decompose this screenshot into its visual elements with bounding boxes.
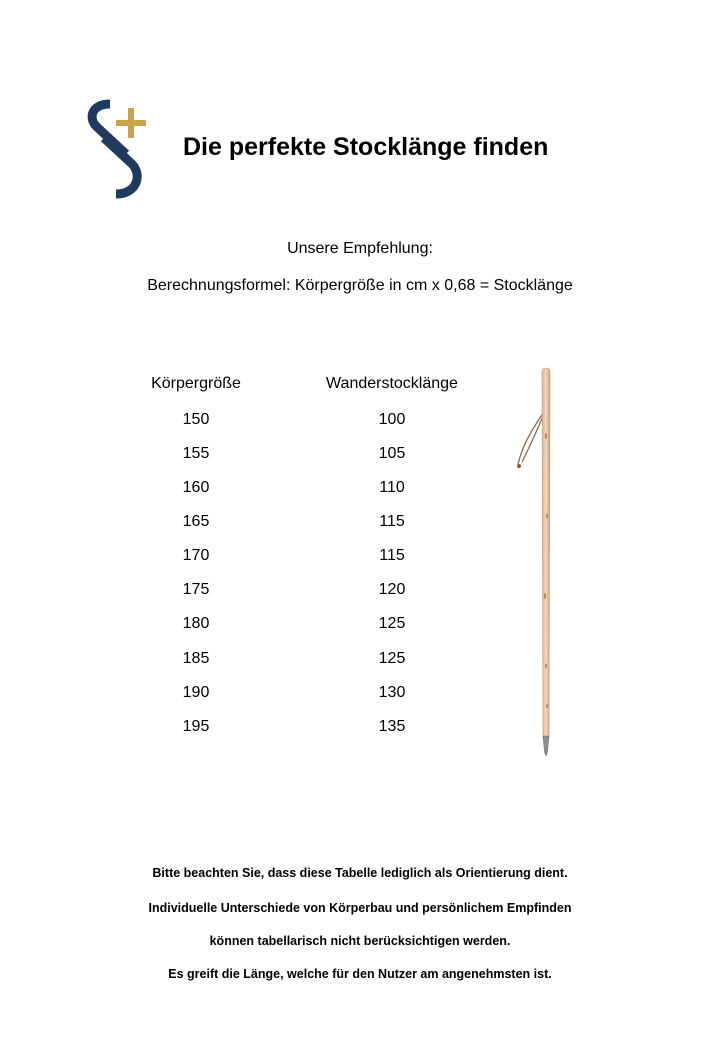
stick-length-cell: 100 (378, 411, 406, 428)
height-cell: 195 (182, 718, 210, 735)
stick-length-cell: 105 (378, 445, 406, 462)
stick-length-cell: 115 (379, 547, 405, 564)
stick-length-column-header: Wanderstocklänge (326, 375, 458, 392)
stick-length-cell: 120 (378, 581, 406, 598)
height-cell: 160 (182, 479, 210, 496)
brand-logo (82, 98, 150, 200)
plus-icon (116, 108, 146, 138)
height-column-header: Körpergröße (151, 375, 241, 392)
disclaimer-line-3: können tabellarisch nicht berücksichtigen werden. (209, 934, 511, 948)
disclaimer-line-1: Bitte beachten Sie, dass diese Tabelle lediglich als Orientierung dient. (152, 866, 568, 880)
height-cell: 170 (182, 547, 210, 564)
height-cell: 190 (182, 684, 210, 701)
height-cell: 155 (182, 445, 210, 462)
stick-length-cell: 130 (378, 684, 406, 701)
stick-length-cell: 125 (378, 615, 406, 632)
height-cell: 185 (182, 650, 210, 667)
stick-length-cell: 115 (379, 513, 405, 530)
walking-stick-image (508, 366, 560, 758)
height-cell: 175 (182, 581, 210, 598)
disclaimer-line-4: Es greift die Länge, welche für den Nutzer am angenehmsten ist. (168, 967, 552, 981)
recommendation-heading: Unsere Empfehlung: (287, 240, 433, 257)
stick-length-cell: 110 (379, 479, 405, 496)
calculation-formula: Berechnungsformel: Körpergröße in cm x 0,68 = Stocklänge (147, 277, 573, 294)
page-title: Die perfekte Stocklänge finden (183, 133, 549, 161)
disclaimer-line-2: Individuelle Unterschiede von Körperbau und persönlichem Empfinden (148, 901, 572, 915)
height-cell: 165 (182, 513, 210, 530)
height-cell: 180 (182, 615, 210, 632)
stick-length-cell: 125 (378, 650, 406, 667)
height-cell: 150 (182, 411, 210, 428)
stick-length-cell: 135 (378, 718, 406, 735)
